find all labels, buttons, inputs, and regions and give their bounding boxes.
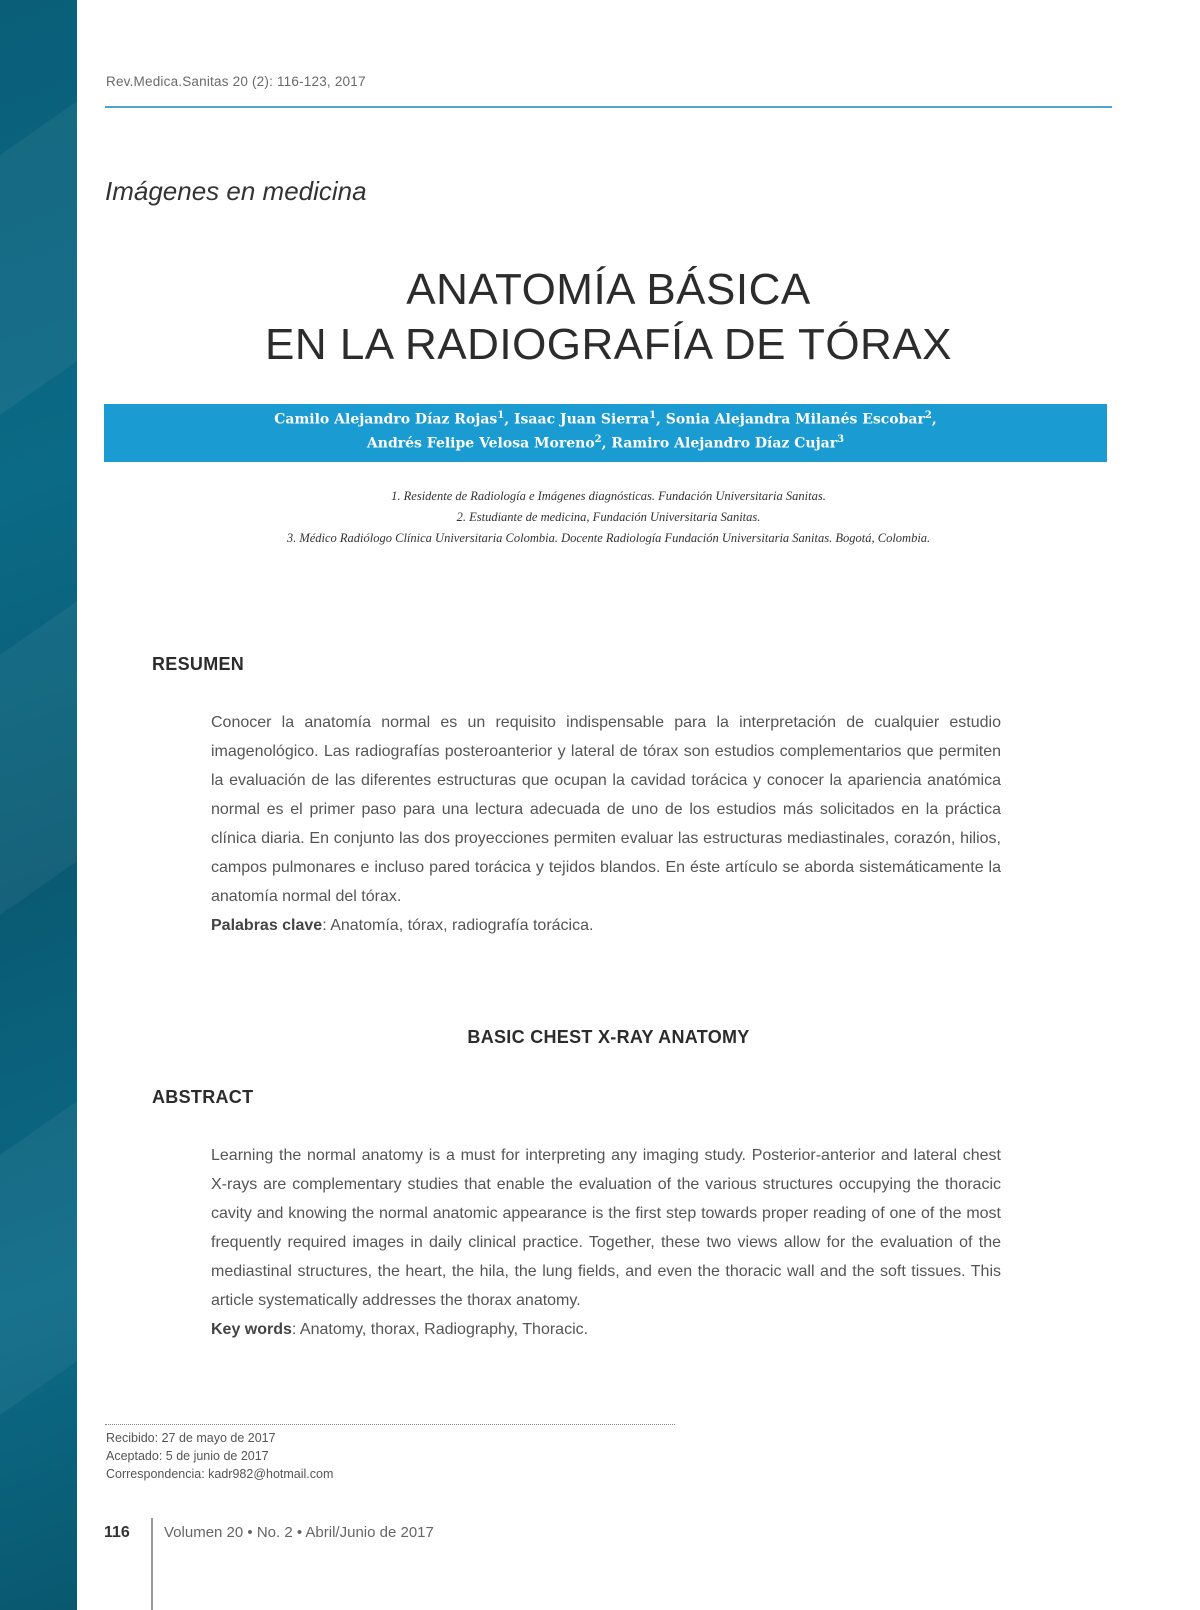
author-name: Sonia Alejandra Milanés Escobar xyxy=(665,411,925,428)
abstract-heading: ABSTRACT xyxy=(152,1087,254,1107)
running-head: Rev.Medica.Sanitas 20 (2): 116-123, 2017 xyxy=(106,74,366,89)
authors-line-1: Camilo Alejandro Díaz Rojas$^1$, Isaac Juan Sierra$^1$, Sonia Alejandra Milanés Escobar$^2$, xyxy=(274,410,937,428)
author-name: Isaac Juan Sierra xyxy=(514,411,650,428)
author-name: Ramiro Alejandro Díaz Cujar xyxy=(611,435,838,452)
correspondence: Correspondencia: kadr982@hotmail.com xyxy=(106,1467,334,1481)
affiliation-2: 2. Estudiante de medicina, Fundación Universitaria Sanitas. xyxy=(456,510,761,524)
author-name: Camilo Alejandro Díaz Rojas xyxy=(274,411,498,428)
author-name: Andrés Felipe Velosa Moreno xyxy=(366,435,595,452)
author-affiliation: 3 xyxy=(837,434,845,445)
affiliation-3: 3. Médico Radiólogo Clínica Universitaria Colombia. Docente Radiología Fundación Universitaria Sanitas. Bogotá, Colombia. xyxy=(286,531,931,545)
decorative-sidebar xyxy=(0,0,77,1610)
resumen-body xyxy=(211,708,1001,940)
article-title xyxy=(105,262,1112,372)
footnote-divider xyxy=(105,1424,675,1425)
title-line-2: EN LA RADIOGRAFÍA DE TÓRAX xyxy=(264,320,953,369)
abstract-keywords: : Anatomy, thorax, Radiography, Thoracic. xyxy=(291,1321,589,1338)
resumen-keywords-label: Palabras clave xyxy=(211,917,323,934)
abstract-keywords-label: Key words xyxy=(211,1321,292,1338)
accepted-date: Aceptado: 5 de junio de 2017 xyxy=(106,1449,269,1463)
authors-line-2: Andrés Felipe Velosa Moreno$^2$, Ramiro Alejandro Díaz Cujar$^3$ xyxy=(366,434,845,452)
affiliation-1: 1. Residente de Radiología e Imágenes diagnósticas. Fundación Universitaria Sanitas. xyxy=(391,489,826,503)
page-number: 116 xyxy=(104,1524,130,1541)
author-affiliation: 1 xyxy=(497,410,505,421)
title-line-1: ANATOMÍA BÁSICA xyxy=(406,265,811,314)
authors-band xyxy=(104,404,1107,462)
abstract-text: Learning the normal anatomy is a must for interpreting any imaging study. Posterior-anterior and lateral chest X-rays are complementary studies that enable the evaluation of the various structures occupying the thoracic cavity and knowing the normal anatomic appearance is the first step towards proper reading of one of the most frequently required images in daily clinical practice. Together, these two views allow for the evaluation of the mediastinal structures, the heart, the hila, the lung fields, and even the thoracic wall and the soft tissues. This article systematically addresses the thorax anatomy. xyxy=(211,1147,1001,1309)
author-affiliation: 1 xyxy=(649,410,657,421)
author-affiliation: 2 xyxy=(924,410,932,421)
received-date: Recibido: 27 de mayo de 2017 xyxy=(106,1431,276,1445)
english-title: BASIC CHEST X-RAY ANATOMY xyxy=(467,1027,750,1047)
section-label: Imágenes en medicina xyxy=(105,176,367,206)
volume-info: Volumen 20 • No. 2 • Abril/Junio de 2017 xyxy=(164,1524,434,1541)
header-rule xyxy=(105,106,1112,108)
resumen-heading: RESUMEN xyxy=(152,654,245,674)
resumen-keywords: : Anatomía, tórax, radiografía torácica. xyxy=(322,917,594,934)
resumen-text: Conocer la anatomía normal es un requisito indispensable para la interpretación de cualquier estudio imagenológico. Las radiografías posteroanterior y lateral de tórax son estudios complementarios que permiten la evaluación de las diferentes estructuras que ocupan la cavidad torácica y conocer la apariencia anatómica normal es el primer paso para una lectura adecuada de uno de los estudios más solicitados en la práctica clínica diaria. En conjunto las dos proyecciones permiten evaluar las estructuras mediastinales, corazón, hilios, campos pulmonares e incluso pared torácica y tejidos blandos. En éste artículo se aborda sistemáticamente la anatomía normal del tórax. xyxy=(211,714,1001,905)
author-affiliation: 2 xyxy=(594,434,602,445)
folio-rule xyxy=(151,1518,153,1610)
abstract-body xyxy=(211,1141,1001,1344)
